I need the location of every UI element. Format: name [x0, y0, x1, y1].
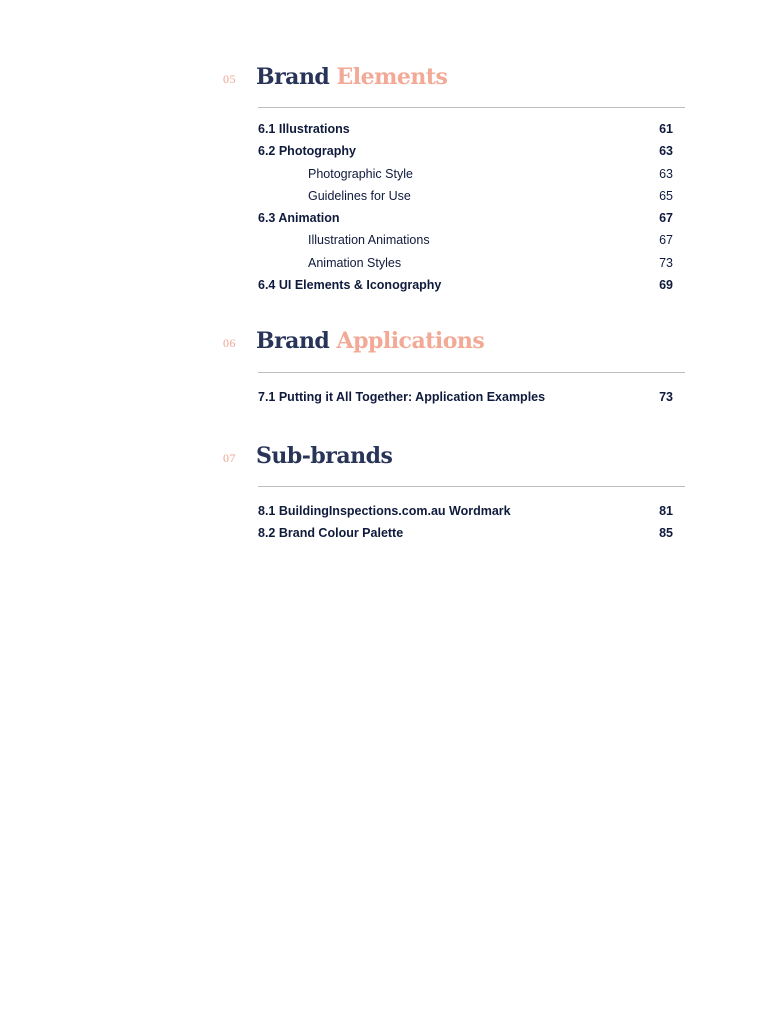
- section-title: [256, 328, 484, 354]
- toc-entry-label: 6.3 Animation: [258, 211, 340, 226]
- section-title-main: Sub-brands: [256, 443, 393, 469]
- section-title: [256, 443, 392, 469]
- toc-entry-page: 67: [659, 211, 673, 226]
- toc-entry-label: Guidelines for Use: [308, 188, 411, 203]
- toc-entry[interactable]: [258, 500, 673, 522]
- section-number: 06: [223, 336, 236, 350]
- toc-entry-label: Photographic Style: [308, 166, 413, 181]
- section-title: [256, 64, 447, 90]
- toc-entry-page: 65: [659, 188, 673, 203]
- toc-subentry[interactable]: [258, 229, 673, 251]
- toc-entry-page: 69: [659, 278, 673, 293]
- section-title-accent: Elements: [336, 64, 448, 90]
- toc-entry-page: 67: [659, 233, 673, 248]
- section-title-main: Brand: [256, 64, 330, 90]
- toc-subentry[interactable]: [258, 252, 673, 274]
- toc-entry-label: 6.2 Photography: [258, 144, 356, 159]
- toc-subentry[interactable]: [258, 163, 673, 185]
- toc-entry-label: 6.1 Illustrations: [258, 122, 350, 136]
- section-divider: [258, 107, 685, 108]
- toc-entry-page: 81: [659, 504, 673, 518]
- toc-list: [258, 386, 673, 408]
- toc-entry-page: 63: [659, 144, 673, 159]
- toc-subentry[interactable]: [258, 185, 673, 207]
- section-title-main: Brand: [256, 328, 330, 354]
- toc-entry-label: Animation Styles: [308, 255, 402, 270]
- toc-entry-label: 8.2 Brand Colour Palette: [258, 526, 404, 541]
- toc-entry[interactable]: [258, 522, 673, 544]
- toc-entry-label: Illustration Animations: [308, 233, 430, 248]
- toc-entry[interactable]: [258, 274, 673, 296]
- toc-entry-page: 85: [659, 526, 673, 541]
- toc-list: [258, 118, 673, 296]
- toc-entry[interactable]: [258, 118, 673, 140]
- section-number: 07: [223, 451, 236, 465]
- toc-list: [258, 500, 673, 545]
- toc-entry-page: 73: [659, 255, 673, 270]
- toc-entry-page: 73: [659, 390, 673, 404]
- toc-entry-page: 63: [659, 166, 673, 181]
- section-number: 05: [223, 72, 236, 86]
- section-divider: [258, 486, 685, 487]
- section-title-accent: Applications: [336, 328, 485, 354]
- section-divider: [258, 372, 685, 373]
- toc-entry-label: 7.1 Putting it All Together: Application Examples: [258, 390, 546, 404]
- toc-entry-label: 6.4 UI Elements & Iconography: [258, 278, 442, 293]
- toc-entry-page: 61: [659, 122, 673, 136]
- toc-entry[interactable]: [258, 207, 673, 229]
- toc-entry-label: 8.1 BuildingInspections.com.au Wordmark: [258, 504, 511, 518]
- toc-entry[interactable]: [258, 140, 673, 162]
- toc-entry[interactable]: [258, 386, 673, 408]
